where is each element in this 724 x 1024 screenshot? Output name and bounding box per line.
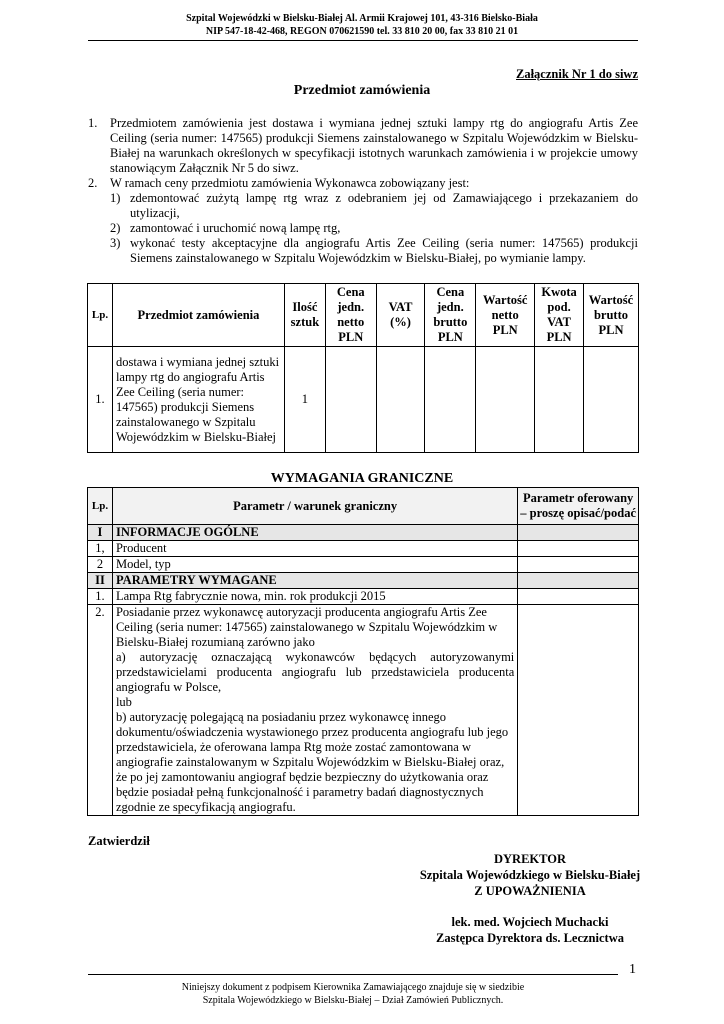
letterhead-line-2: NIP 547-18-42-468, REGON 070621590 tel. 33 810 20 00, fax 33 810 21 01	[205, 26, 519, 37]
signatory-block	[380, 914, 680, 946]
parameter-option-b: b) autoryzację polegającą na posiadaniu przez wykonawcę innego dokumentu/oświadczenia wystawionego przez producenta angiografu lub jego przedstawiciela, że oferowana lampa Rtg może zostać zamontowana w angiografie zainstalowanym w Szpitalu Wojewódzkim w Bielsku-Białej oraz, że po jej zamontowaniu angiograf będzie bezpieczny do użytkowania oraz będzie posiadał pełną funkcjonalność i parametry badań diagnostycznych zgodnie ze specyfikacją angiografu.	[115, 710, 509, 814]
sub-item-number: 2)	[110, 221, 121, 235]
footer-divider	[88, 974, 618, 975]
table-row	[88, 605, 639, 816]
requirements-title: WYMAGANIA GRANICZNE	[270, 471, 454, 486]
list-item	[88, 176, 638, 191]
col-header-offered: Parametr oferowany – proszę opisać/podać	[518, 488, 639, 525]
list-item-text: W ramach ceny przedmiotu zamówienia Wykonawca zobowiązany jest:	[110, 176, 470, 190]
cell-offered[interactable]	[518, 605, 639, 816]
sub-list-item	[88, 236, 638, 266]
page-number: 1	[629, 962, 636, 977]
sub-list-item	[88, 221, 638, 236]
cell-lp: II	[88, 573, 113, 589]
col-header-unit-gross: Cena jedn. brutto PLN	[425, 284, 476, 347]
cell-offered[interactable]	[518, 557, 639, 573]
sub-list-item	[88, 191, 638, 221]
cell-lp: 1,	[88, 541, 113, 557]
cell-lp: 1.	[88, 589, 113, 605]
letterhead-line-1: Szpital Wojewódzki w Bielsku-Białej Al. Armii Krajowej 101, 43-316 Bielsko-Biała	[186, 13, 538, 24]
table-section-row	[88, 525, 639, 541]
cell-net-value[interactable]	[476, 347, 535, 453]
sub-item-number: 3)	[110, 236, 121, 250]
table-row	[88, 557, 639, 573]
cell-offered[interactable]	[518, 589, 639, 605]
cell-lp: I	[88, 525, 113, 541]
signatory-position: Zastępca Dyrektora ds. Lecznictwa	[436, 931, 624, 945]
approved-label: Zatwierdził	[88, 834, 150, 848]
cell-gross-value[interactable]	[584, 347, 639, 453]
table-row	[88, 589, 639, 605]
signatory-name: lek. med. Wojciech Muchacki	[451, 915, 609, 929]
director-authorization: Z UPOWAŻNIENIA	[474, 884, 586, 898]
cell-lp: 2.	[88, 605, 113, 816]
header-divider	[88, 40, 638, 41]
cell-lp: 2	[88, 557, 113, 573]
sub-item-text: zdemontować zużytą lampę rtg wraz z odebraniem jej od Zamawiającego i przekazaniem do utylizacji,	[130, 191, 638, 220]
cell-lp: 1.	[88, 347, 113, 453]
list-item-number: 2.	[88, 176, 98, 190]
cell-parameter: Lampa Rtg fabrycznie nowa, min. rok produkcji 2015	[112, 589, 517, 605]
cell-vat-amount[interactable]	[535, 347, 584, 453]
cell-unit-net[interactable]	[325, 347, 376, 453]
cell-parameter: INFORMACJE OGÓLNE	[112, 525, 517, 541]
col-header-subject: Przedmiot zamówienia	[112, 284, 284, 347]
footer-line-1: Niniejszy dokument z podpisem Kierownika Zamawiającego znajduje się w siedzibie	[181, 982, 525, 993]
col-header-qty: Ilość sztuk	[284, 284, 325, 347]
sub-item-number: 1)	[110, 191, 121, 205]
col-header-unit-net: Cena jedn. netto PLN	[325, 284, 376, 347]
list-item-number: 1.	[88, 116, 98, 130]
cell-parameter: Producent	[112, 541, 517, 557]
director-block	[380, 851, 680, 899]
parameter-intro: Posiadanie przez wykonawcę autoryzacji producenta angiografu Artis Zee Ceiling (seria numer: 147565) zainstalowanego w Szpitalu Wojewódzkim w Bielsku-Białej rozumianą zarówno jako	[115, 605, 498, 649]
requirements-table	[87, 487, 639, 816]
director-title: DYREKTOR	[493, 852, 566, 866]
cell-offered	[518, 525, 639, 541]
sub-item-text: zamontować i uruchomić nową lampę rtg,	[130, 221, 341, 235]
table-row	[88, 541, 639, 557]
cell-unit-gross[interactable]	[425, 347, 476, 453]
col-header-vat: VAT (%)	[376, 284, 425, 347]
cell-offered	[518, 573, 639, 589]
col-header-parameter: Parametr / warunek graniczny	[112, 488, 517, 525]
parameter-option-a: a) autoryzację oznaczającą wykonawców będących autoryzowanymi przedstawicielami producenta angiografu lub przedstawiciela producenta angiografu w Polsce,	[115, 650, 515, 694]
director-institution: Szpitala Wojewódzkiego w Bielsku-Białej	[419, 868, 641, 882]
cell-parameter: Model, typ	[112, 557, 517, 573]
letterhead	[0, 12, 724, 38]
table-header-row	[88, 488, 639, 525]
pricing-table	[87, 283, 639, 453]
cell-offered[interactable]	[518, 541, 639, 557]
col-header-vat-amount: Kwota pod. VAT PLN	[535, 284, 584, 347]
table-header-row	[88, 284, 639, 347]
page-title: Przedmiot zamówienia	[293, 83, 431, 98]
footer-line-2: Szpitala Wojewódzkiego w Bielsku-Białej – Dział Zamówień Publicznych.	[202, 995, 504, 1006]
footer	[88, 981, 618, 1007]
cell-qty: 1	[284, 347, 325, 453]
parameter-or: lub	[115, 695, 132, 709]
col-header-lp: Lp.	[88, 284, 113, 347]
list-item	[88, 116, 638, 176]
cell-parameter: PARAMETRY WYMAGANE	[112, 573, 517, 589]
cell-parameter	[112, 605, 517, 816]
table-section-row	[88, 573, 639, 589]
col-header-gross-value: Wartość brutto PLN	[584, 284, 639, 347]
col-header-net-value: Wartość netto PLN	[476, 284, 535, 347]
annex-label: Załącznik Nr 1 do siwz	[516, 67, 638, 81]
col-header-lp: Lp.	[88, 488, 113, 525]
table-row	[88, 347, 639, 453]
cell-subject: dostawa i wymiana jednej sztuki lampy rtg do angiografu Artis Zee Ceiling (seria numer: 147565) produkcji Siemens zainstalowanego w Szpitalu Wojewódzkim w Bielsku-Białej	[112, 347, 284, 453]
order-description	[88, 116, 638, 266]
list-item-text: Przedmiotem zamówienia jest dostawa i wymiana jednej sztuki lampy rtg do angiografu Artis Zee Ceiling (seria numer: 147565) produkcji Siemens zainstalowanego w Szpitalu Wojewódzkim w Bielsku-Białej na warunkach określonych w specyfikacji istotnych warunkach zamówienia i w projekcie umowy stanowiącym Załącznik Nr 5 do siwz.	[110, 116, 638, 175]
sub-item-text: wykonać testy akceptacyjne dla angiografu Artis Zee Ceiling (seria numer: 147565) produkcji Siemens zainstalowanego w Szpitalu Wojewódzkim w Bielsku-Białej, po wymianie lampy.	[130, 236, 638, 265]
cell-vat[interactable]	[376, 347, 425, 453]
